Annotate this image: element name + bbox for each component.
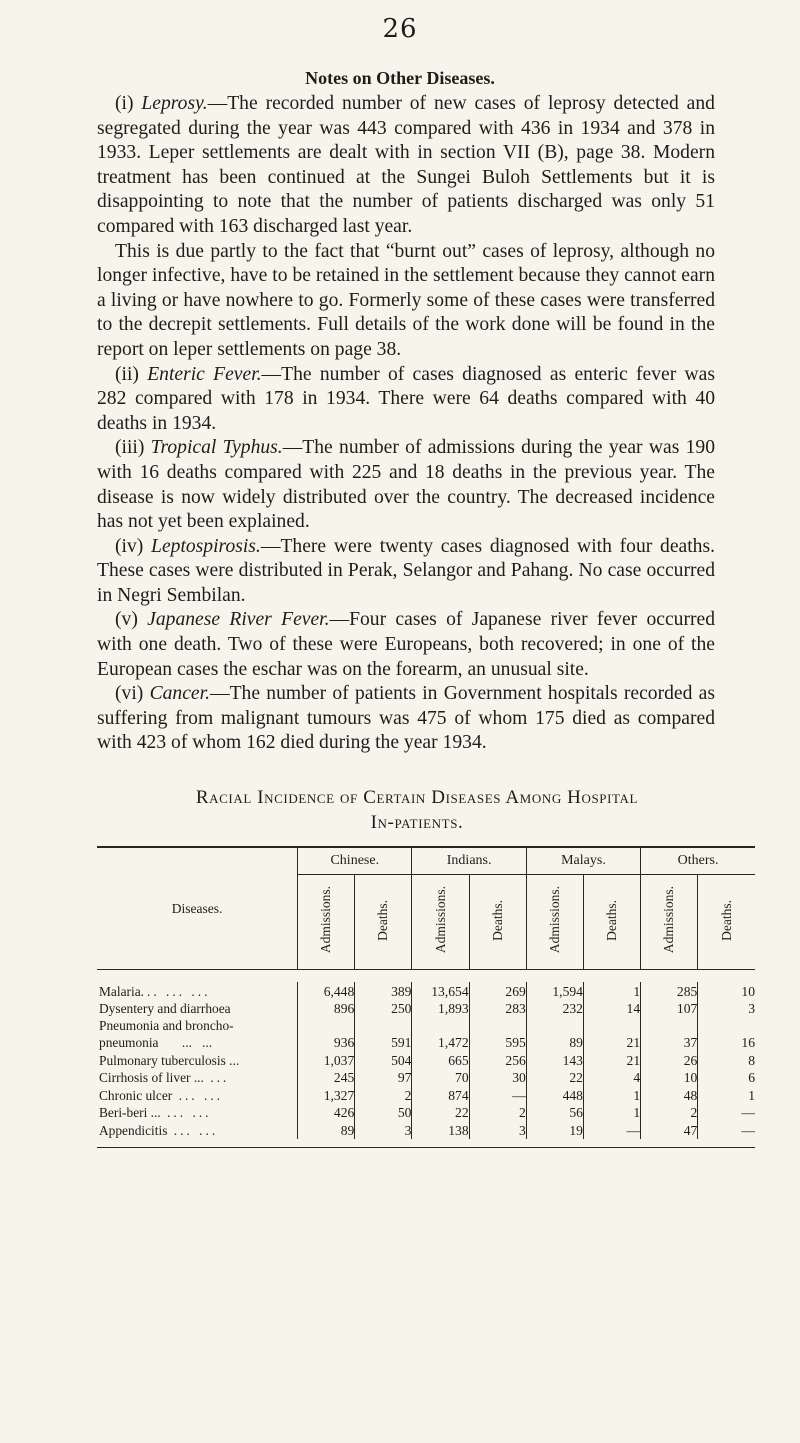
deaths-cell: 30 [469, 1069, 526, 1087]
end-cell [97, 1139, 298, 1148]
disease-name-cell [97, 1051, 298, 1069]
end-cell [698, 1139, 755, 1148]
section-heading: Notes on Other Diseases. [305, 68, 495, 88]
admissions-cell: 874 [412, 1086, 469, 1104]
admissions-cell: 896 [298, 1000, 355, 1018]
group-header-indians: Indians. [412, 847, 526, 875]
spacer-cell [469, 970, 526, 983]
page-number: 26 [382, 14, 418, 44]
disease-name-cell [97, 1104, 298, 1122]
admissions-cell: 70 [412, 1069, 469, 1087]
admissions-cell: 2 [641, 1104, 698, 1122]
paragraph-leprosy [97, 92, 715, 240]
deaths-cell: — [698, 1121, 755, 1139]
table-title [97, 785, 737, 835]
paragraph-title: Tropical Typhus. [150, 437, 283, 459]
paragraph-tropical-typhus [97, 436, 715, 534]
deaths-cell: — [469, 1086, 526, 1104]
admissions-cell: 22 [412, 1104, 469, 1122]
end-cell [355, 1139, 412, 1148]
admissions-cell: 143 [526, 1051, 583, 1069]
deaths-cell: 1 [698, 1086, 755, 1104]
leader-dots: ... [203, 1070, 230, 1085]
admissions-cell: 448 [526, 1086, 583, 1104]
spacer-cell [412, 970, 469, 983]
admissions-cell: 48 [641, 1086, 698, 1104]
paragraph-title: Leprosy. [141, 93, 208, 114]
deaths-cell: 3 [698, 1000, 755, 1018]
disease-name-cell [97, 1069, 298, 1087]
table-row [97, 1000, 755, 1018]
paragraph-prefix: (v) [115, 609, 148, 631]
disease-name: Pulmonary tuberculosis ... [99, 1052, 240, 1068]
spacer-cell [698, 970, 755, 983]
deaths-cell: 591 [355, 1017, 412, 1051]
paragraph-enteric-fever [97, 363, 715, 437]
paragraph-title: Cancer. [149, 683, 210, 705]
paragraph-prefix: (vi) [115, 683, 150, 705]
sub-header-admissions [641, 875, 698, 970]
admissions-cell: 19 [526, 1121, 583, 1139]
group-header-malays: Malays. [526, 847, 640, 875]
paragraph-text: —Four cases of Japanese river fever occurred with one death. Two of these were Europeans, both recovered; in one of the European cases the eschar was on the forearm, an unusual site. [97, 609, 715, 680]
deaths-cell: 21 [583, 1051, 640, 1069]
deaths-cell: 14 [583, 1000, 640, 1018]
sub-header-label: Deaths. [375, 899, 391, 941]
deaths-cell: 8 [698, 1051, 755, 1069]
paragraph-japanese-river-fever [97, 608, 715, 682]
deaths-cell: — [583, 1121, 640, 1139]
table-spacer [97, 970, 755, 983]
paragraph-leprosy-continued [97, 240, 715, 363]
paragraph-text: This is due partly to the fact that “burnt out” cases of leprosy, although no longer infective, have to be retained in the settlement because they cannot earn a living or have nowhere to go. Formerly some of these cases were transferred to the decrepit settlements. Full details of the work done will be found in the report on leper settlements on page 38. [97, 240, 715, 360]
admissions-cell: 1,327 [298, 1086, 355, 1104]
paragraph-title: Japanese River Fever. [147, 609, 330, 631]
sub-header-deaths [583, 875, 640, 970]
disease-name: Appendicitis [99, 1122, 168, 1138]
admissions-cell: 26 [641, 1051, 698, 1069]
paragraph-text: —The recorded number of new cases of leprosy detected and segregated during the year was 443 compared with 436 in 1934 and 378 in 1933. Leper settlements are dealt with in section VII (B), page 38. Modern treatment has been continued at the Sungei Buloh Settlements but it is disappointing to note that the number of patients discharged was only 51 compared with 163 discharged last year. [97, 93, 715, 237]
deaths-cell: 2 [469, 1104, 526, 1122]
sub-header-admissions [412, 875, 469, 970]
admissions-cell: 936 [298, 1017, 355, 1051]
table-row [97, 1121, 755, 1139]
admissions-cell: 89 [298, 1121, 355, 1139]
admissions-cell: 1,594 [526, 982, 583, 1000]
disease-name-continued: pneumonia ... ... [99, 1035, 213, 1050]
leader-dots: ... ... ... [140, 983, 211, 999]
paragraph-cancer [97, 682, 715, 756]
table-row [97, 1017, 755, 1051]
end-cell [641, 1139, 698, 1148]
deaths-cell: 250 [355, 1000, 412, 1018]
admissions-cell: 1,037 [298, 1051, 355, 1069]
spacer-cell [526, 970, 583, 983]
sub-header-label: Deaths. [718, 899, 734, 941]
disease-name: Chronic ulcer [99, 1087, 173, 1103]
admissions-cell: 47 [641, 1121, 698, 1139]
admissions-cell: 245 [298, 1069, 355, 1087]
leader-dots: ... ... [160, 1105, 212, 1120]
table-row [97, 982, 755, 1000]
table-row [97, 1086, 755, 1104]
diseases-column-header: Diseases. [97, 847, 298, 970]
deaths-cell: 283 [469, 1000, 526, 1018]
disease-name-cell [97, 1017, 298, 1051]
admissions-cell: 10 [641, 1069, 698, 1087]
sub-header-deaths [355, 875, 412, 970]
sub-header-deaths [469, 875, 526, 970]
deaths-cell: 1 [583, 982, 640, 1000]
disease-name: Pneumonia and broncho- [99, 1018, 234, 1033]
deaths-cell: 21 [583, 1017, 640, 1051]
deaths-cell: 50 [355, 1104, 412, 1122]
end-cell [412, 1139, 469, 1148]
deaths-cell: 3 [469, 1121, 526, 1139]
sub-header-label: Deaths. [604, 899, 620, 941]
spacer-cell [641, 970, 698, 983]
paragraph-prefix: (iv) [115, 535, 152, 557]
admissions-cell: 1,472 [412, 1017, 469, 1051]
deaths-cell: 504 [355, 1051, 412, 1069]
deaths-cell: 16 [698, 1017, 755, 1051]
sub-header-label: Admissions. [661, 886, 677, 954]
admissions-cell: 285 [641, 982, 698, 1000]
end-cell [469, 1139, 526, 1148]
paragraph-text: —There were twenty cases diagnosed with four deaths. These cases were distributed in Perak, Selangor and Pahang. No case occurred in Negri Sembilan. [97, 535, 715, 606]
group-header-chinese: Chinese. [298, 847, 412, 875]
deaths-cell: 595 [469, 1017, 526, 1051]
leader-dots: ... ... [167, 1122, 219, 1138]
spacer-cell [583, 970, 640, 983]
admissions-cell: 13,654 [412, 982, 469, 1000]
body-text [97, 92, 715, 756]
admissions-cell: 56 [526, 1104, 583, 1122]
deaths-cell: 3 [355, 1121, 412, 1139]
leader-dots: ... ... [172, 1087, 224, 1103]
disease-name-cell [97, 1121, 298, 1139]
deaths-cell: — [698, 1104, 755, 1122]
sub-header-admissions [526, 875, 583, 970]
admissions-cell: 89 [526, 1017, 583, 1051]
table-group-header [97, 847, 755, 875]
spacer-cell [298, 970, 355, 983]
deaths-cell: 97 [355, 1069, 412, 1087]
disease-name: Cirrhosis of liver ... [99, 1070, 204, 1085]
disease-name-cell [97, 1086, 298, 1104]
disease-name: Beri-beri ... [99, 1105, 161, 1120]
admissions-cell: 232 [526, 1000, 583, 1018]
end-cell [298, 1139, 355, 1148]
deaths-cell: 6 [698, 1069, 755, 1087]
paragraph-prefix: (ii) [115, 363, 148, 385]
deaths-cell: 1 [583, 1104, 640, 1122]
disease-name-cell [97, 1000, 298, 1018]
paragraph-text: —The number of patients in Government hospitals recorded as suffering from malignant tumours was 475 of whom 175 died as compared with 423 of whom 162 died during the year 1934. [97, 683, 715, 754]
table-end-row [97, 1139, 755, 1148]
admissions-cell: 426 [298, 1104, 355, 1122]
sub-header-label: Deaths. [489, 899, 505, 941]
paragraph-text: —The number of cases diagnosed as enteric fever was 282 compared with 178 in 1934. There were 64 deaths compared with 40 deaths in 1934. [97, 363, 715, 434]
table-row [97, 1051, 755, 1069]
end-cell [583, 1139, 640, 1148]
table-title-line1: Racial Incidence of Certain Diseases Among Hospital [195, 787, 639, 808]
deaths-cell: 2 [355, 1086, 412, 1104]
admissions-cell: 37 [641, 1017, 698, 1051]
admissions-cell: 22 [526, 1069, 583, 1087]
table-body [97, 970, 755, 1148]
admissions-cell: 665 [412, 1051, 469, 1069]
deaths-cell: 1 [583, 1086, 640, 1104]
sub-header-label: Admissions. [432, 886, 448, 954]
deaths-cell: 4 [583, 1069, 640, 1087]
paragraph-leptospirosis [97, 535, 715, 609]
admissions-cell: 1,893 [412, 1000, 469, 1018]
sub-header-deaths [698, 875, 755, 970]
spacer-cell [97, 970, 298, 983]
paragraph-title: Leptospirosis. [151, 535, 261, 557]
paragraph-prefix: (iii) [115, 437, 151, 459]
sub-header-admissions [298, 875, 355, 970]
table-row [97, 1104, 755, 1122]
paragraph-title: Enteric Fever. [147, 363, 262, 385]
deaths-cell: 10 [698, 982, 755, 1000]
paragraph-text: —The number of admissions during the year was 190 with 16 deaths compared with 225 and 18 deaths in the previous year. The disease is now widely distributed over the country. The decreased incidence has not yet been explained. [97, 437, 715, 533]
racial-incidence-table [97, 846, 755, 1148]
admissions-cell: 6,448 [298, 982, 355, 1000]
deaths-cell: 269 [469, 982, 526, 1000]
spacer-cell [355, 970, 412, 983]
sub-header-label: Admissions. [318, 886, 334, 954]
disease-name-cell [97, 982, 298, 1000]
disease-name: Malaria [99, 983, 141, 999]
disease-name: Dysentery and diarrhoea [99, 1001, 231, 1016]
deaths-cell: 389 [355, 982, 412, 1000]
admissions-cell: 138 [412, 1121, 469, 1139]
end-cell [526, 1139, 583, 1148]
group-header-others: Others. [641, 847, 755, 875]
admissions-cell: 107 [641, 1000, 698, 1018]
table-container [97, 846, 755, 1148]
table-title-line2: In-patients. [370, 812, 464, 833]
sub-header-label: Admissions. [546, 886, 562, 954]
table-row [97, 1069, 755, 1087]
paragraph-prefix: (i) [115, 93, 142, 114]
deaths-cell: 256 [469, 1051, 526, 1069]
